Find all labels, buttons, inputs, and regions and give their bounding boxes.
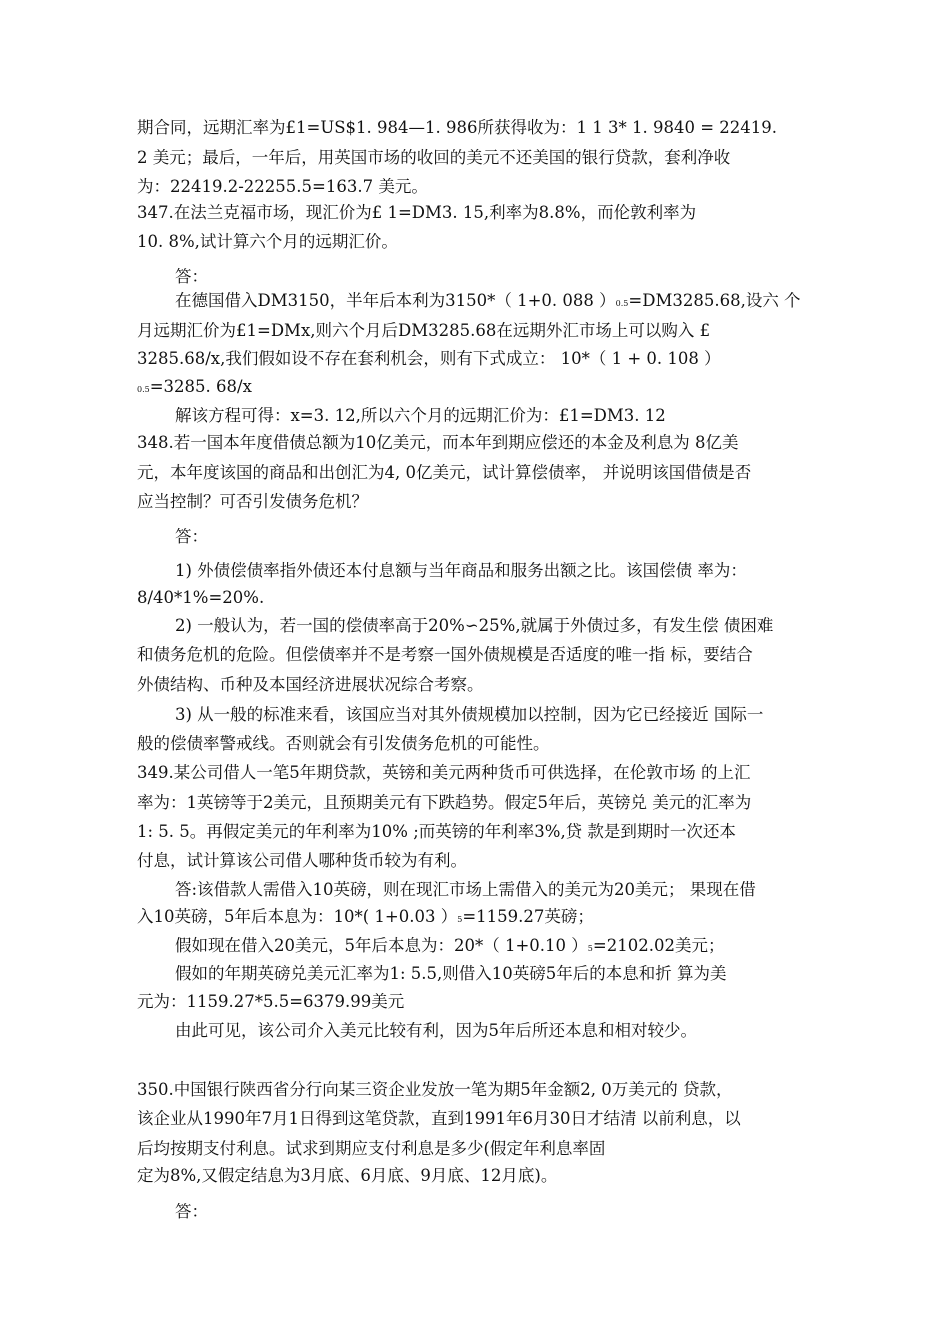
text-line: 8/40*1%=20%. — [137, 588, 265, 607]
text-line: 1: 5. 5。再假定美元的年利率为10% ;而英镑的年利率3%,贷 款是到期时一次还本 — [137, 822, 736, 841]
question-350: 350.中国银行陕西省分行向某三资企业发放一笔为期5年金额2, 0万美元的 贷款， — [137, 1080, 733, 1099]
text-line: 0.5=3285. 68/x — [137, 377, 252, 396]
exponent: 0.5 — [615, 299, 629, 308]
text-line: 2 美元；最后，一年后，用英国市场的收回的美元不还美国的银行贷款，套利净收 — [137, 148, 731, 167]
text-line: 应当控制？可否引发债务危机？ — [137, 492, 368, 511]
text-line: 外债结构、币种及本国经济进展状况综合考察。 — [137, 675, 484, 694]
text-line: 答:该借款人需借入10英磅，则在现汇市场上需借入的美元为20美元； 果现在借 — [175, 880, 756, 899]
text-line: 月远期汇价为£1=DMx,则六个月后DM3285.68在远期外汇市场上可以购入 £ — [137, 321, 711, 340]
text-line: 般的偿债率警戒线。否则就会有引发债务危机的可能性。 — [137, 734, 550, 753]
text-line: 假如的年期英磅兑美元汇率为1: 5.5,则借入10英磅5年后的本息和折 算为美 — [175, 964, 727, 983]
text-line: 在德国借入DM3150，半年后本利为3150*（ 1+0. 088 ）0.5=DM3285.68,设六 个 — [175, 291, 801, 310]
text-line: 后均按期支付利息。试求到期应支付利息是多少(假定年利息率固 — [137, 1139, 606, 1158]
text-line: 入10英磅，5年后本息为：10*( 1+0.03 ）5=1159.27英磅； — [137, 907, 594, 926]
question-347: 347.在法兰克福市场，现汇价为£ 1=DM3. 15,利率为8.8%，而伦敦利率为 — [137, 203, 697, 222]
text-line: 解该方程可得：x=3. 12,所以六个月的远期汇价为：£1=DM3. 12 — [175, 406, 666, 425]
text-line: 元为：1159.27*5.5=6379.99美元 — [137, 992, 405, 1011]
text-line: 元，本年度该国的商品和出创汇为4, 0亿美元，试计算偿债率， 并说明该国借债是否 — [137, 463, 752, 482]
text-line: 3) 从一般的标准来看，该国应当对其外债规模加以控制，因为它已经接近 国际一 — [175, 705, 764, 724]
text-line: 付息，试计算该公司借人哪种货币较为有利。 — [137, 851, 467, 870]
text-line: 假如现在借入20美元，5年后本息为：20*（ 1+0.10 ）5=2102.02美元； — [175, 936, 725, 955]
question-348: 348.若一国本年度借债总额为10亿美元，而本年到期应偿还的本金及利息为 8亿美 — [137, 433, 739, 452]
text-line: 定为8%,又假定结息为3月底、6月底、9月底、12月底)。 — [137, 1166, 558, 1185]
text-line: 为：22419.2-22255.5=163.7 美元。 — [137, 177, 428, 196]
answer-label: 答： — [175, 527, 208, 546]
text-line: 该企业从1990年7月1日得到这笔贷款，直到1991年6月30日才结清 以前利息，以 — [137, 1109, 741, 1128]
text-line: 由此可见，该公司介入美元比较有利，因为5年后所还本息和相对较少。 — [175, 1021, 697, 1040]
answer-label: 答： — [175, 267, 208, 286]
text-line: 10. 8%,试计算六个月的远期汇价。 — [137, 232, 398, 251]
exponent: 0.5 — [137, 385, 150, 394]
text-line: 1) 外债偿债率指外债还本付息额与当年商品和服务出额之比。该国偿债 率为： — [175, 561, 747, 580]
exponent: 5 — [457, 915, 463, 924]
text-line: 期合同，远期汇率为£1=US$1. 984—1. 986所获得收为：1 1 3* 1. 9840 = 22419. — [137, 118, 777, 137]
question-349: 349.某公司借人一笔5年期贷款，英镑和美元两种货币可供选择，在伦敦市场 的上汇 — [137, 763, 751, 782]
text-line: 3285.68/x,我们假如设不存在套利机会，则有下式成立： 10*（ 1 + 0. 108 ） — [137, 349, 721, 368]
answer-label: 答： — [175, 1202, 208, 1221]
text-line: 和债务危机的危险。但偿债率并不是考察一国外债规模是否适度的唯一指 标，要结合 — [137, 645, 753, 664]
text-line: 2) 一般认为，若一国的偿债率高于20%∽25%,就属于外债过多，有发生偿 债困难 — [175, 616, 774, 635]
text-line: 率为：1英镑等于2美元，且预期美元有下跌趋势。假定5年后，英镑兑 美元的汇率为 — [137, 793, 752, 812]
exponent: 5 — [587, 944, 593, 953]
